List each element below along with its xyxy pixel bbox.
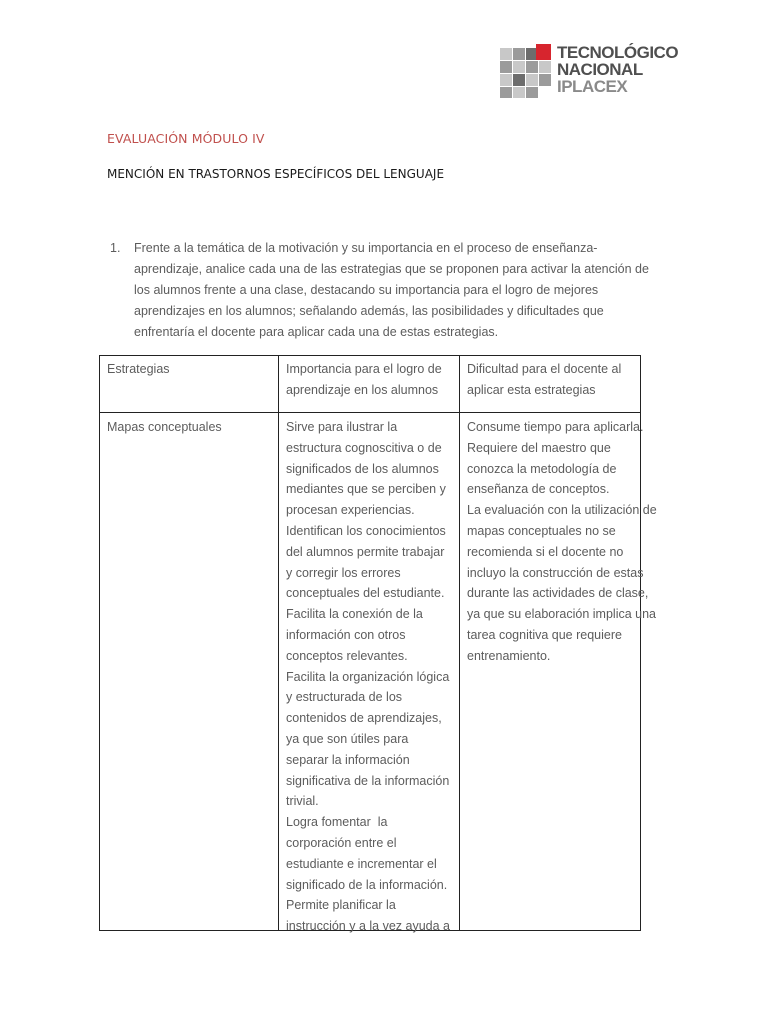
cell-line: durante las actividades de clase, xyxy=(467,586,649,601)
question-text xyxy=(134,238,655,343)
cell-line: significativa de la información xyxy=(286,773,450,788)
cell-line: conceptuales del estudiante. xyxy=(286,586,445,601)
cell-line: información con otros xyxy=(286,627,406,642)
header-difficulty xyxy=(467,359,621,401)
cell-difficulty xyxy=(467,417,657,667)
question-line: los alumnos frente a una clase, destacando su importancia para el logro de mejores xyxy=(134,283,599,297)
cell-line: corporación entre el xyxy=(286,835,397,850)
cell-line: Facilita la conexión de la xyxy=(286,607,423,622)
cell-line: Logra fomentar la xyxy=(286,815,388,830)
cell-line: aplicar esta estrategias xyxy=(467,382,596,397)
cell-line: recomienda si el docente no xyxy=(467,544,624,559)
cell-line: instrucción y a la vez ayuda a xyxy=(286,919,450,934)
cell-line: trivial. xyxy=(286,794,319,809)
question-line: enfrentaría el docente para aplicar cada una de estas estrategias. xyxy=(134,325,499,339)
subject-title: MENCIÓN EN TRASTORNOS ESPECÍFICOS DEL LENGUAJE xyxy=(107,167,445,181)
cell-line: Sirve para ilustrar la xyxy=(286,420,398,434)
cell-line: conceptos relevantes. xyxy=(286,648,408,663)
cell-line: aprendizaje en los alumnos xyxy=(286,382,439,397)
cell-line: y estructurada de los xyxy=(286,690,403,705)
column-divider xyxy=(278,356,279,930)
cell-line: contenidos de aprendizajes, xyxy=(286,711,442,726)
cell-line: significado de la información. xyxy=(286,877,448,892)
question-line: aprendizajes en los alumnos; señalando además, las posibilidades y dificultades que xyxy=(134,304,604,318)
module-title: EVALUACIÓN MÓDULO IV xyxy=(107,131,265,146)
row-divider xyxy=(100,412,640,413)
cell-line: entrenamiento. xyxy=(467,648,551,663)
question-number: 1. xyxy=(110,241,121,255)
column-divider xyxy=(459,356,460,930)
cell-line: Mapas conceptuales xyxy=(107,420,222,434)
strategies-table xyxy=(99,355,657,934)
cell-line: Permite planificar la xyxy=(286,898,396,913)
logo-line-1: TECNOLÓGICO xyxy=(557,43,679,62)
cell-line: Consume tiempo para aplicarla. xyxy=(467,420,644,434)
logo-line-2: NACIONAL xyxy=(557,60,643,79)
header-importance xyxy=(286,359,442,401)
cell-line: estudiante e incrementar el xyxy=(286,856,437,871)
question-1 xyxy=(110,238,655,343)
institution-logo xyxy=(500,44,700,102)
cell-line: procesan experiencias. xyxy=(286,503,415,518)
header-strategies xyxy=(107,359,170,380)
cell-line: ya que su elaboración implica una xyxy=(467,607,657,622)
cell-importance xyxy=(286,417,450,937)
cell-line: significados de los alumnos xyxy=(286,461,439,476)
cell-line: Requiere del maestro que xyxy=(467,440,611,455)
cell-line: tarea cognitiva que requiere xyxy=(467,627,622,642)
logo-wordmark xyxy=(557,44,678,95)
cell-line: y corregir los errores xyxy=(286,565,401,580)
cell-line: conozca la metodología de xyxy=(467,461,617,476)
cell-line: Dificultad para el docente al xyxy=(467,362,622,376)
question-line: Frente a la temática de la motivación y su importancia en el proceso de enseñanza- xyxy=(134,241,598,255)
cell-line: Importancia para el logro de xyxy=(286,362,442,376)
question-line: aprendizaje, analice cada una de las estrategias que se proponen para activar la atención de xyxy=(134,262,649,276)
cell-line: separar la información xyxy=(286,752,410,767)
cell-line: mediantes que se perciben y xyxy=(286,482,446,497)
cell-line: Estrategias xyxy=(107,362,170,376)
cell-line: estructura cognoscitiva o de xyxy=(286,440,442,455)
logo-line-3: IPLACEX xyxy=(557,77,628,96)
logo-mark-icon xyxy=(500,44,552,98)
cell-line: mapas conceptuales no se xyxy=(467,523,616,538)
cell-strategy xyxy=(107,417,222,438)
cell-line: Identifican los conocimientos xyxy=(286,523,446,538)
cell-line: Facilita la organización lógica xyxy=(286,669,450,684)
cell-line: ya que son útiles para xyxy=(286,731,409,746)
cell-line: enseñanza de conceptos. xyxy=(467,482,610,497)
cell-line: La evaluación con la utilización de xyxy=(467,503,657,518)
cell-line: incluyo la construcción de estas xyxy=(467,565,644,580)
cell-line: del alumnos permite trabajar xyxy=(286,544,445,559)
